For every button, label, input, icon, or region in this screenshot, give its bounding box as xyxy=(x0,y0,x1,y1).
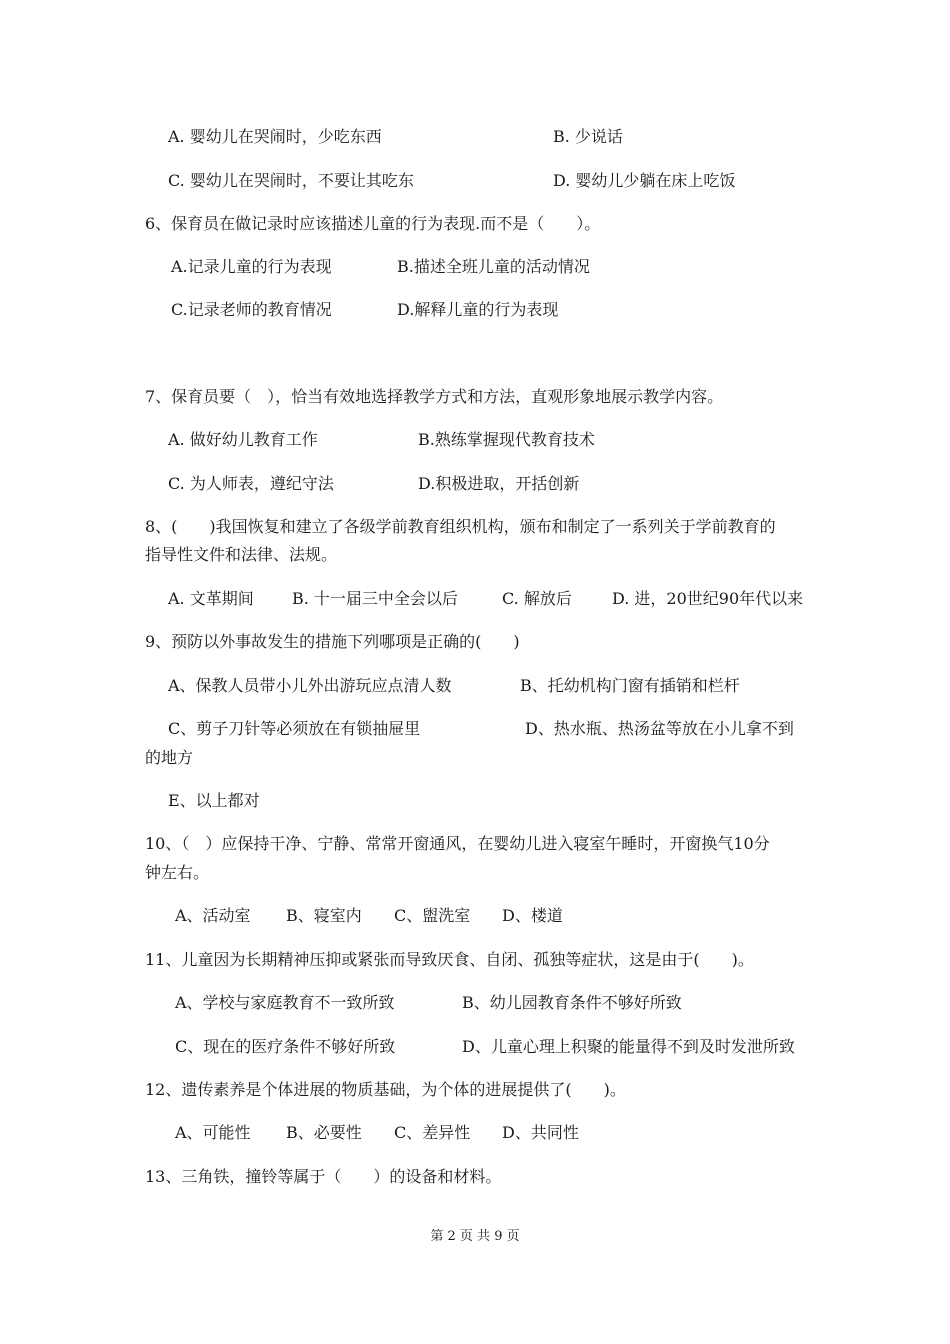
q10-stem-line1: 10、（ ）应保持干净、宁静、常常开窗通风，在婴幼儿进入寝室午睡时，开窗换气10分 xyxy=(145,834,770,853)
q9-stem: 9、预防以外事故发生的措施下列哪项是正确的( ) xyxy=(145,632,520,651)
q9-option-c: C、剪子刀针等必须放在有锁抽屉里 xyxy=(168,719,421,738)
q12-option-d: D、共同性 xyxy=(502,1123,579,1142)
q12-stem: 12、遗传素养是个体进展的物质基础，为个体的进展提供了( )。 xyxy=(145,1080,626,1099)
page-number-footer: 第 2 页 共 9 页 xyxy=(430,1229,520,1244)
q5-option-d: D. 婴幼儿少躺在床上吃饭 xyxy=(553,171,736,190)
q10-option-b: B、寝室内 xyxy=(286,906,362,925)
q10-option-c: C、盥洗室 xyxy=(394,906,471,925)
q6-option-d: D.解释儿童的行为表现 xyxy=(397,300,559,319)
q8-stem-line2: 指导性文件和法律、法规。 xyxy=(145,545,338,564)
q11-stem: 11、儿童因为长期精神压抑或紧张而导致厌食、自闭、孤独等症状，这是由于( )。 xyxy=(145,950,754,969)
q11-option-b: B、幼儿园教育条件不够好所致 xyxy=(462,993,682,1012)
q11-option-a: A、学校与家庭教育不一致所致 xyxy=(175,993,395,1012)
q5-option-c: C. 婴幼儿在哭闹时，不要让其吃东 xyxy=(168,171,414,190)
q13-stem: 13、三角铁，撞铃等属于（ ）的设备和材料。 xyxy=(145,1167,502,1186)
q10-option-d: D、楼道 xyxy=(502,906,563,925)
q7-option-c: C. 为人师表，遵纪守法 xyxy=(168,474,334,493)
q12-option-b: B、必要性 xyxy=(286,1123,362,1142)
q6-stem: 6、保育员在做记录时应该描述儿童的行为表现.而不是（ ）。 xyxy=(145,214,601,233)
q10-stem-line2: 钟左右。 xyxy=(145,863,210,882)
q6-option-b: B.描述全班儿童的活动情况 xyxy=(397,257,590,276)
q8-option-b: B. 十一届三中全会以后 xyxy=(292,589,458,608)
q8-option-c: C. 解放后 xyxy=(502,589,572,608)
q12-option-a: A、可能性 xyxy=(175,1123,251,1142)
q9-option-d-line1: D、热水瓶、热汤盆等放在小儿拿不到 xyxy=(525,719,794,738)
q12-option-c: C、差异性 xyxy=(394,1123,471,1142)
q10-option-a: A、活动室 xyxy=(175,906,251,925)
q6-option-a: A.记录儿童的行为表现 xyxy=(171,257,332,276)
q9-option-b: B、托幼机构门窗有插销和栏杆 xyxy=(520,676,740,695)
q7-option-b: B.熟练掌握现代教育技术 xyxy=(418,430,595,449)
q9-option-e: E、以上都对 xyxy=(168,791,260,810)
q5-option-a: A. 婴幼儿在哭闹时，少吃东西 xyxy=(168,127,382,146)
q9-option-d-line2: 的地方 xyxy=(145,748,194,767)
q9-option-a: A、保教人员带小儿外出游玩应点清人数 xyxy=(168,676,452,695)
q8-option-a: A. 文革期间 xyxy=(168,589,254,608)
q8-option-d: D. 进，20世纪90年代以来 xyxy=(612,589,804,608)
q7-option-d: D.积极进取，开括创新 xyxy=(418,474,580,493)
q6-option-c: C.记录老师的教育情况 xyxy=(171,300,332,319)
q11-option-d: D、儿童心理上积聚的能量得不到及时发泄所致 xyxy=(462,1037,795,1056)
q7-stem: 7、保育员要（ ），恰当有效地选择教学方式和方法，直观形象地展示教学内容。 xyxy=(145,387,724,406)
q5-option-b: B. 少说话 xyxy=(553,127,623,146)
q8-stem-line1: 8、( )我国恢复和建立了各级学前教育组织机构，颁布和制定了一系列关于学前教育的 xyxy=(145,517,776,536)
q7-option-a: A. 做好幼儿教育工作 xyxy=(168,430,318,449)
q11-option-c: C、现在的医疗条件不够好所致 xyxy=(175,1037,396,1056)
